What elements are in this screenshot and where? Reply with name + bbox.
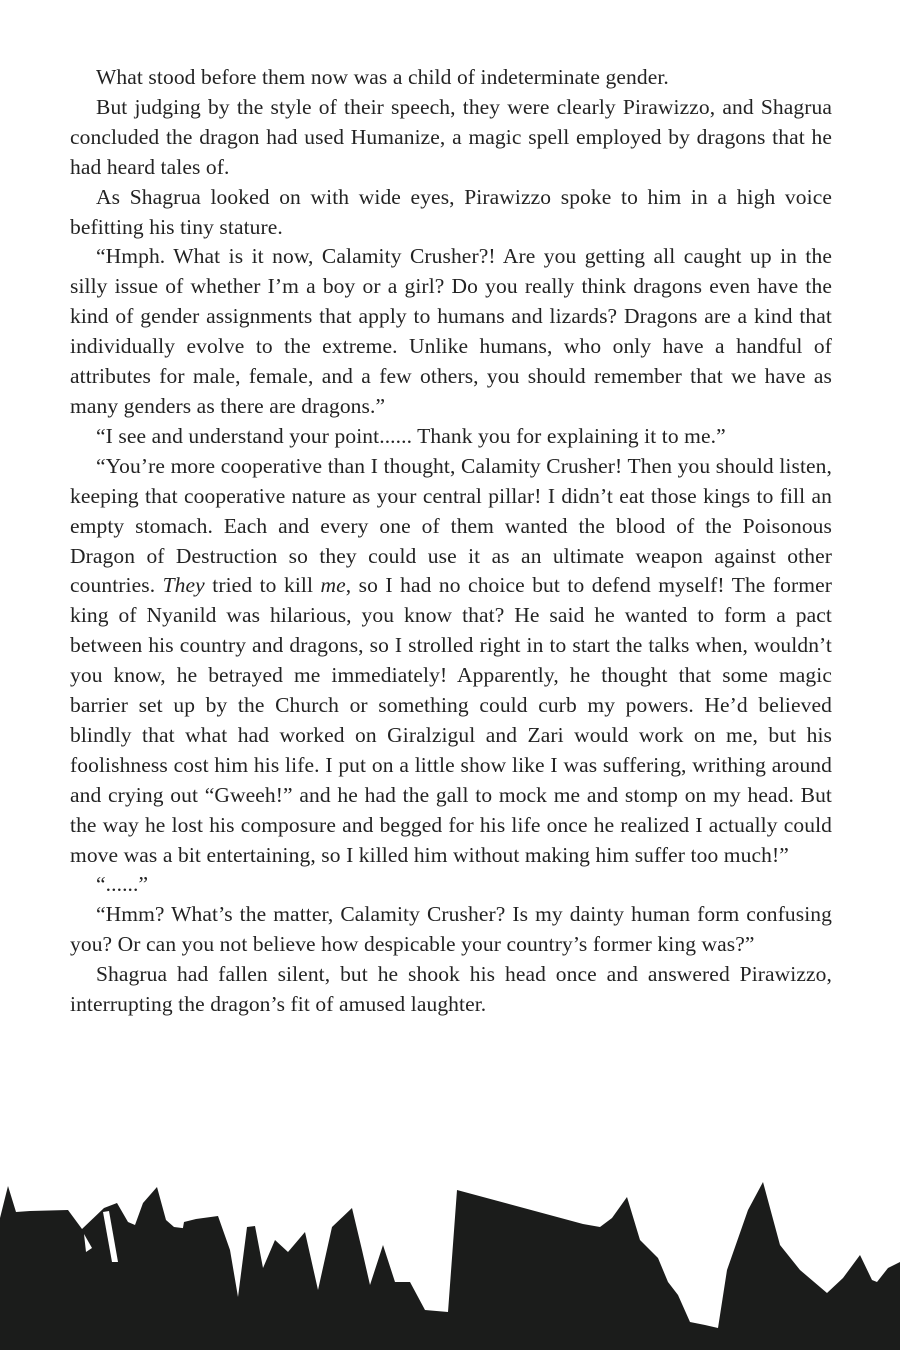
paragraph bbox=[70, 183, 832, 243]
text-run: , so I had no choice but to defend myself! The former king of Nyanild was hilarious, you know that? He said he wanted to form a pact between his country and dragons, so I strolled right in to start the talks when, wouldn’t you know, he betrayed me immediately! Apparently, he thought that some magic barrier set up by the Church or something could curb my powers. He’d believed blindly that what had worked on Giralzigul and Zari would work on me, but his foolishness cost him his life. I put on a little show like I was suffering, writhing around and crying out “Gweeh!” and he had the gall to mock me and stomp on my head. But the way he lost his composure and begged for his life once he realized I actually could move was a bit entertaining, so I killed him without making him suffer too much!” bbox=[70, 573, 832, 867]
text-run: “Hmm? What’s the matter, Calamity Crusher? Is my dainty human form confusing you? Or can you not believe how despicable your country’s former king was?” bbox=[70, 902, 832, 957]
debris-shape bbox=[0, 1182, 900, 1350]
text-run: But judging by the style of their speech, they were clearly Pirawizzo, and Shagrua concluded the dragon had used Humanize, a magic spell employed by dragons that he had heard tales of. bbox=[70, 94, 832, 179]
paragraph bbox=[70, 63, 832, 93]
text-run: Shagrua had fallen silent, but he shook his head once and answered Pirawizzo, interrupting the dragon’s fit of amused laughter. bbox=[70, 962, 832, 1017]
paragraph bbox=[70, 900, 832, 960]
paragraph bbox=[70, 870, 832, 900]
paragraph bbox=[70, 452, 832, 871]
text-run-italic: They bbox=[162, 573, 205, 598]
debris-silhouette-graphic bbox=[0, 1150, 900, 1350]
text-run: “I see and understand your point...... Thank you for explaining it to me.” bbox=[96, 423, 726, 448]
text-run: “......” bbox=[96, 872, 149, 897]
text-run: “You’re more cooperative than I thought, Calamity Crusher! Then you should listen, keeping that cooperative nature as your central pillar! I didn’t eat those kings to fill an empty stomach. Each and every one of them wanted the blood of the Poisonous Dragon of Destruction so they could use it as an ultimate weapon against other countries. bbox=[70, 453, 832, 598]
text-run: What stood before them now was a child of indeterminate gender. bbox=[96, 65, 669, 89]
page-text-block bbox=[70, 63, 832, 1020]
text-run: As Shagrua looked on with wide eyes, Pirawizzo spoke to him in a high voice befitting his tiny stature. bbox=[70, 184, 832, 239]
paragraph bbox=[70, 93, 832, 183]
paragraph bbox=[70, 242, 832, 421]
paragraph bbox=[70, 422, 832, 452]
text-run-italic: me bbox=[320, 573, 346, 598]
text-run: tried to kill bbox=[204, 573, 321, 598]
paragraph bbox=[70, 960, 832, 1020]
text-run: “Hmph. What is it now, Calamity Crusher?! Are you getting all caught up in the silly issue of whether I’m a boy or a girl? Do you really think dragons even have the kind of gender assignments that apply to humans and lizards? Dragons are a kind that individually evolve to the extreme. Unlike humans, who only have a handful of attributes for male, female, and a few others, you should remember that we have as many genders as there are dragons.” bbox=[70, 244, 832, 418]
